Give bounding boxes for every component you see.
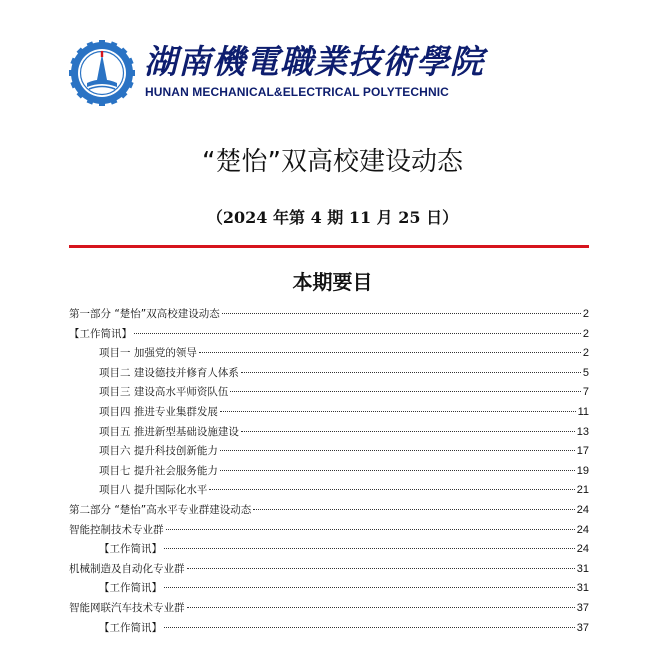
toc-leader-dots: [241, 431, 575, 432]
toc-entry-page: 2: [582, 327, 589, 340]
toc-heading: 本期要目: [292, 270, 373, 294]
toc-leader-dots: [220, 411, 576, 412]
toc-entry-page: 24: [576, 503, 589, 516]
toc-leader-dots: [209, 489, 574, 490]
toc-entry-page: 19: [576, 464, 589, 477]
toc-entry[interactable]: [69, 521, 589, 541]
toc-entry[interactable]: [69, 619, 589, 639]
toc-leader-dots: [220, 470, 575, 471]
school-name-cn: 湖南機電職業技術學院: [144, 42, 484, 81]
toc-leader-dots: [187, 607, 575, 608]
toc-entry[interactable]: [69, 423, 589, 443]
school-name-en: HUNAN MECHANICAL&ELECTRICAL POLYTECHNIC: [145, 85, 449, 99]
toc-leader-dots: [241, 372, 581, 373]
table-of-contents: [69, 305, 589, 638]
toc-entry-title: 【工作简讯】: [99, 543, 162, 556]
toc-entry-title: 项目一 加强党的领导: [99, 347, 197, 360]
toc-entry-title: 【工作简讯】: [69, 327, 132, 340]
toc-entry[interactable]: [69, 383, 589, 403]
toc-entry[interactable]: [69, 481, 589, 501]
toc-entry-title: 项目二 建设德技并修育人体系: [99, 366, 239, 379]
toc-leader-dots: [253, 509, 575, 510]
toc-entry-title: 【工作简讯】: [99, 621, 162, 634]
toc-entry[interactable]: [69, 364, 589, 384]
issue-line: （2024 年第 4 期 11 月 25 日）: [206, 208, 459, 227]
toc-entry[interactable]: [69, 501, 589, 521]
toc-entry-page: 37: [576, 601, 589, 614]
toc-entry-title: 项目四 推进专业集群发展: [99, 405, 218, 418]
toc-entry-title: 项目三 建设高水平师资队伍: [99, 386, 229, 399]
toc-entry-page: 24: [576, 543, 589, 556]
toc-entry[interactable]: [69, 325, 589, 345]
toc-entry-title: 第一部分 “楚怡”双高校建设动态: [69, 308, 220, 320]
toc-entry[interactable]: [69, 305, 589, 325]
toc-entry-title: 项目八 提升国际化水平: [99, 484, 208, 497]
toc-entry-title: 项目六 提升科技创新能力: [99, 445, 218, 458]
toc-entry-page: 7: [582, 386, 589, 399]
toc-entry-title: 智能控制技术专业群: [69, 523, 164, 536]
toc-entry-title: 智能网联汽车技术专业群: [69, 601, 185, 614]
toc-leader-dots: [134, 333, 581, 334]
toc-entry[interactable]: [69, 560, 589, 580]
toc-leader-dots: [164, 548, 575, 549]
toc-entry-page: 17: [576, 445, 589, 458]
toc-entry[interactable]: [69, 540, 589, 560]
toc-entry-page: 5: [582, 366, 589, 379]
toc-leader-dots: [199, 352, 581, 353]
toc-leader-dots: [164, 587, 575, 588]
toc-entry-title: 第二部分 “楚怡”高水平专业群建设动态: [69, 503, 252, 516]
toc-entry[interactable]: [69, 344, 589, 364]
toc-entry-title: 机械制造及自动化专业群: [69, 562, 185, 575]
toc-entry-page: 24: [576, 523, 589, 536]
toc-entry-title: 项目七 提升社会服务能力: [99, 464, 218, 477]
toc-leader-dots: [187, 568, 575, 569]
toc-entry[interactable]: [69, 579, 589, 599]
toc-entry-page: 31: [576, 562, 589, 575]
document-title: “楚怡”双高校建设动态: [202, 147, 463, 177]
toc-entry[interactable]: [69, 599, 589, 619]
toc-leader-dots: [164, 627, 575, 628]
toc-entry-page: 21: [576, 484, 589, 497]
toc-entry-page: 13: [576, 425, 589, 438]
toc-entry-page: 2: [582, 347, 589, 360]
toc-entry-title: 【工作简讯】: [99, 582, 162, 595]
school-emblem-icon: [69, 40, 135, 106]
toc-leader-dots: [230, 391, 581, 392]
toc-entry[interactable]: [69, 442, 589, 462]
toc-entry-page: 11: [577, 405, 589, 418]
toc-leader-dots: [220, 450, 575, 451]
toc-entry-page: 2: [582, 308, 589, 320]
red-divider: [69, 245, 589, 248]
toc-entry-page: 37: [576, 621, 589, 634]
toc-leader-dots: [222, 313, 581, 314]
toc-entry[interactable]: [69, 462, 589, 482]
toc-leader-dots: [166, 529, 575, 530]
toc-entry-page: 31: [576, 582, 589, 595]
toc-entry-title: 项目五 推进新型基础设施建设: [99, 425, 239, 438]
toc-entry[interactable]: [69, 403, 589, 423]
